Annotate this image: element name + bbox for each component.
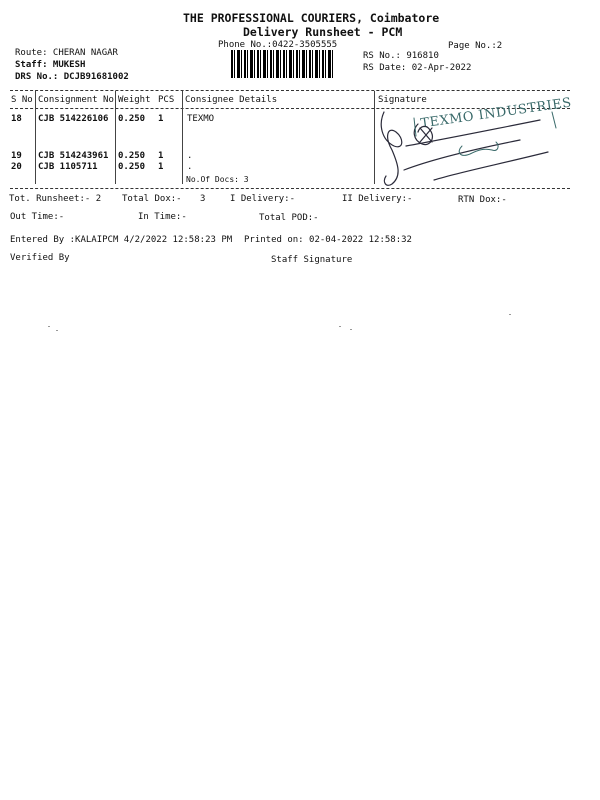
header-consignment: Consignment No bbox=[38, 95, 114, 105]
in-time: In Time:- bbox=[138, 212, 187, 222]
scan-speck bbox=[509, 314, 511, 315]
row-weight: 0.250 bbox=[118, 162, 146, 172]
row-weight: 0.250 bbox=[118, 114, 146, 124]
scan-speck bbox=[350, 329, 352, 330]
scan-speck bbox=[48, 326, 50, 327]
header-sno: S No bbox=[11, 95, 33, 105]
tot-runsheet: Tot. Runsheet:- 2 bbox=[9, 194, 102, 204]
company-stamp: TEXMO INDUSTRIES bbox=[419, 95, 573, 132]
row-consignment: CJB 1105711 bbox=[38, 162, 98, 172]
route-label: Route: CHERAN NAGAR bbox=[15, 48, 118, 58]
page-number: Page No.:2 bbox=[448, 41, 503, 51]
row-weight: 0.250 bbox=[118, 151, 146, 161]
staff-signature-label: Staff Signature bbox=[271, 255, 353, 265]
no-of-docs: No.Of Docs: 3 bbox=[186, 175, 249, 184]
entered-by: Entered By :KALAIPCM 4/2/2022 12:58:23 PM bbox=[10, 235, 233, 245]
row-consignee: . bbox=[187, 151, 193, 161]
i-delivery: I Delivery:- bbox=[230, 194, 296, 204]
header-signature: Signature bbox=[378, 95, 427, 105]
scan-speck bbox=[339, 326, 341, 327]
row-pcs: 1 bbox=[158, 114, 164, 124]
drs-number: DRS No.: DCJB91681002 bbox=[15, 72, 129, 82]
verified-by: Verified By bbox=[10, 253, 70, 263]
printed-on: Printed on: 02-04-2022 12:58:32 bbox=[244, 235, 412, 245]
row-consignment: CJB 514226106 bbox=[38, 114, 109, 124]
scan-speck bbox=[56, 330, 58, 331]
row-pcs: 1 bbox=[158, 162, 164, 172]
header-consignee: Consignee Details bbox=[185, 95, 278, 105]
row-consignee: TEXMO bbox=[187, 114, 215, 124]
total-dox-value: 3 bbox=[200, 194, 206, 204]
out-time: Out Time:- bbox=[10, 212, 65, 222]
ii-delivery: II Delivery:- bbox=[342, 194, 413, 204]
rs-date: RS Date: 02-Apr-2022 bbox=[363, 63, 472, 73]
row-consignment: CJB 514243961 bbox=[38, 151, 109, 161]
company-name: THE PROFESSIONAL COURIERS, Coimbatore bbox=[183, 11, 440, 25]
row-sno: 20 bbox=[11, 162, 22, 172]
total-dox-label: Total Dox:- bbox=[122, 194, 182, 204]
rs-number: RS No.: 916810 bbox=[363, 51, 439, 61]
row-pcs: 1 bbox=[158, 151, 164, 161]
row-sno: 19 bbox=[11, 151, 22, 161]
header-weight: Weight bbox=[118, 95, 151, 105]
phone-number: Phone No.:0422-3505555 bbox=[218, 40, 338, 50]
row-sno: 18 bbox=[11, 114, 22, 124]
staff-label: Staff: MUKESH bbox=[15, 60, 86, 70]
document-title: Delivery Runsheet - PCM bbox=[243, 25, 403, 39]
total-pod: Total POD:- bbox=[259, 213, 319, 223]
rtn-dox: RTN Dox:- bbox=[458, 195, 507, 205]
row-consignee: . bbox=[187, 162, 193, 172]
header-pcs: PCS bbox=[158, 95, 175, 105]
